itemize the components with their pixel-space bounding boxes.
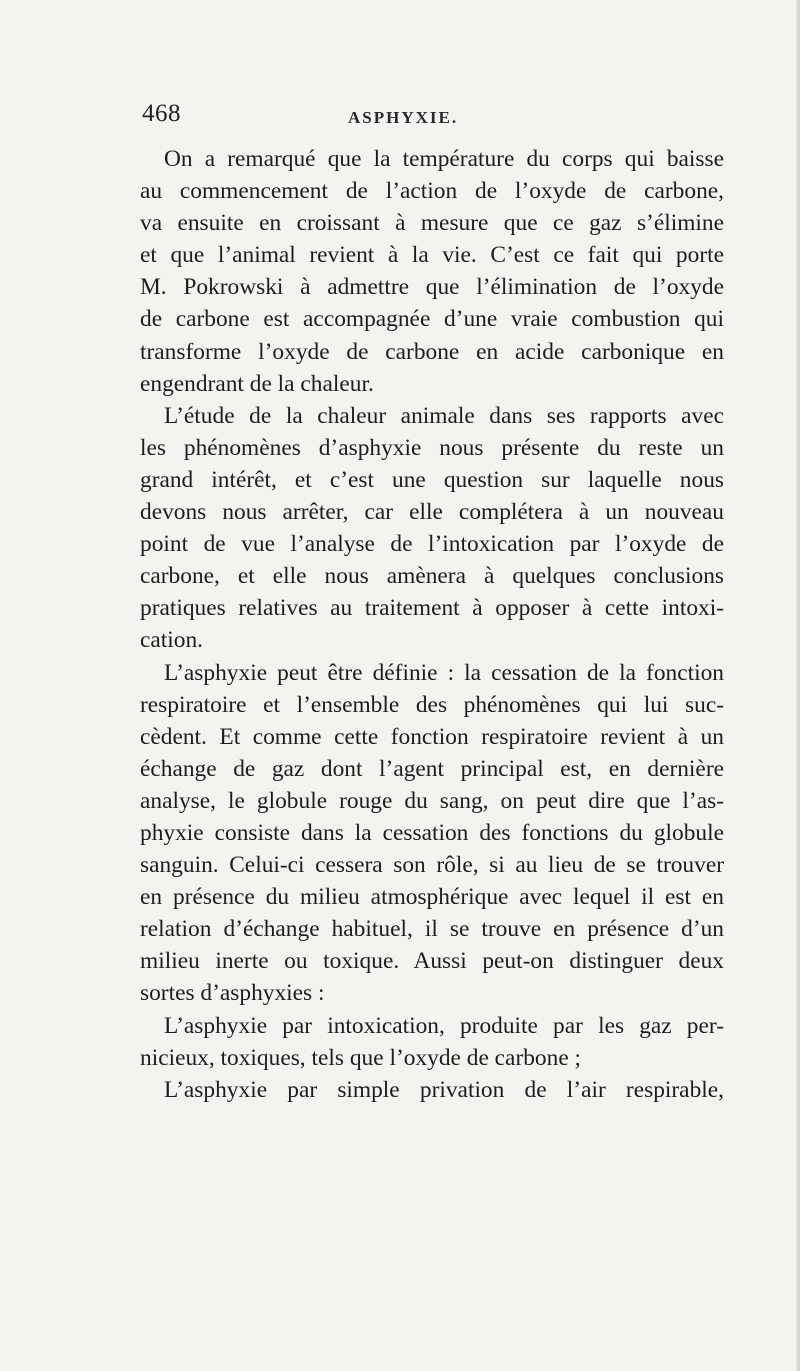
page-number: 468 [142, 100, 181, 127]
text-line: les phénomènes d’asphyxie nous présente du reste un [140, 434, 724, 461]
text-line: L’asphyxie par intoxication, produite par les gaz per- [164, 1012, 724, 1039]
text-line: respiratoire et l’ensemble des phénomènes qui lui suc- [140, 691, 724, 718]
text-line: carbone, et elle nous amènera à quelques conclusions [140, 563, 724, 590]
text-line: milieu inerte ou toxique. Aussi peut-on distinguer deux [140, 948, 724, 975]
text-line: et que l’animal revient à la vie. C’est ce fait qui porte [140, 242, 724, 269]
text-line: engendrant de la chaleur. [140, 370, 374, 397]
text-line: devons nous arrêter, car elle complétera à un nouveau [140, 499, 724, 526]
text-line: L’asphyxie par simple privation de l’air respirable, [164, 1076, 724, 1103]
text-line: cation. [140, 627, 203, 654]
text-line: nicieux, toxiques, tels que l’oxyde de carbone ; [140, 1044, 582, 1071]
text-line: sortes d’asphyxies : [140, 980, 325, 1007]
text-line: phyxie consiste dans la cessation des fonctions du globule [140, 819, 724, 846]
page-edge [796, 0, 800, 1371]
text-line: grand intérêt, et c’est une question sur laquelle nous [140, 466, 724, 493]
text-line: relation d’échange habituel, il se trouve en présence d’un [140, 916, 724, 943]
text-line: On a remarqué que la température du corps qui baisse [164, 146, 724, 172]
text-line: en présence du milieu atmosphérique avec lequel il est en [140, 884, 724, 911]
text-line: échange de gaz dont l’agent principal est, en dernière [140, 755, 724, 782]
text-line: L’asphyxie peut être définie : la cessation de la fonction [164, 659, 724, 686]
text-line: point de vue l’analyse de l’intoxication par l’oxyde de [140, 531, 724, 558]
running-title: ASPHYXIE. [348, 108, 459, 127]
text-line: au commencement de l’action de l’oxyde de carbone, [140, 178, 724, 205]
text-line: de carbone est accompagnée d’une vraie combustion qui [140, 306, 724, 333]
text-line: L’étude de la chaleur animale dans ses rapports avec [164, 402, 724, 429]
text-line: va ensuite en croissant à mesure que ce gaz s’élimine [140, 210, 724, 237]
text-line: pratiques relatives au traitement à opposer à cette intoxi- [140, 595, 724, 622]
text-line: cèdent. Et comme cette fonction respiratoire revient à un [140, 723, 724, 750]
page-header [142, 100, 702, 136]
text-line: sanguin. Celui-ci cessera son rôle, si au lieu de se trouver [140, 852, 724, 879]
text-line: transforme l’oxyde de carbone en acide carbonique en [140, 338, 724, 365]
text-line: analyse, le globule rouge du sang, on peut dire que l’as- [140, 787, 724, 814]
text-line: M. Pokrowski à admettre que l’élimination de l’oxyde [140, 274, 724, 301]
body-text [140, 143, 724, 1106]
